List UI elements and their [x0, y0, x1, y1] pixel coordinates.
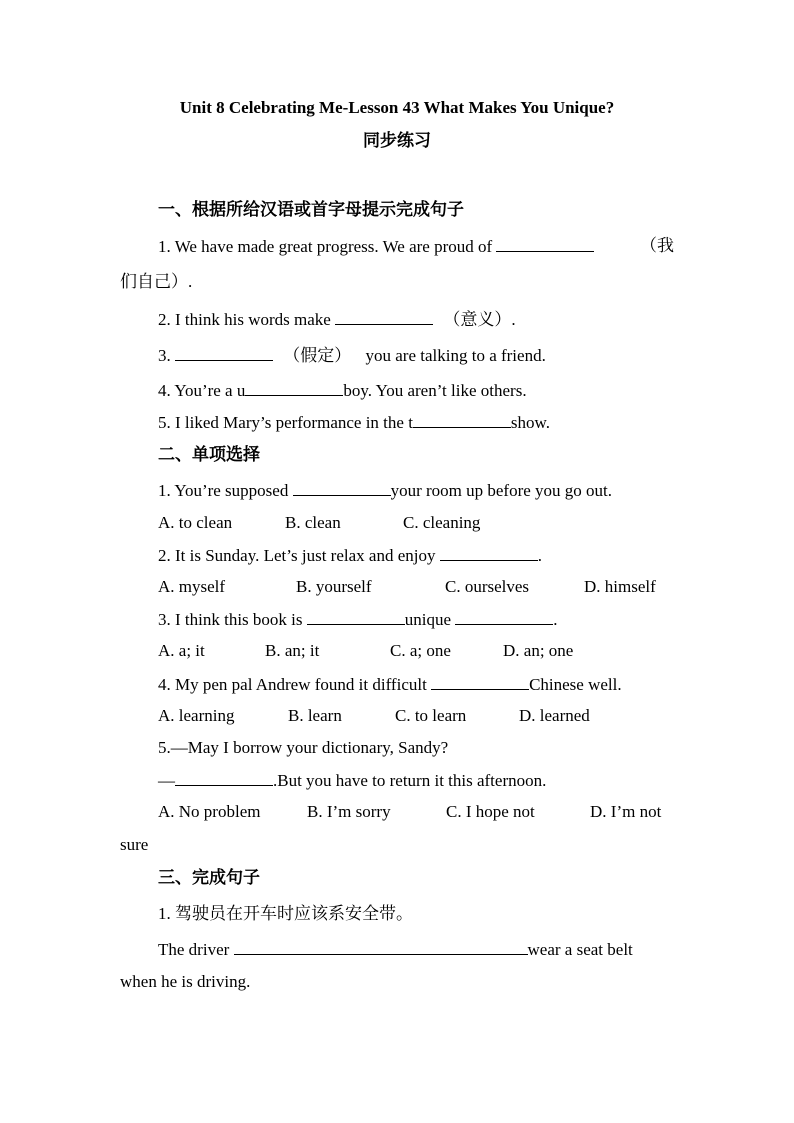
option-d[interactable]: D. an; one [503, 641, 574, 660]
option-d[interactable]: D. I’m not [590, 802, 662, 821]
option-b[interactable]: B. I’m sorry [307, 802, 391, 821]
s1-question-5 [158, 411, 550, 434]
s2-q5-dash: — [158, 771, 175, 790]
s2-question-5-reply [158, 769, 546, 792]
s1-q3-hint: （假定） [283, 346, 352, 365]
answer-blank[interactable] [496, 235, 594, 252]
s1-q3-text: you are talking to a friend. [365, 346, 546, 365]
option-a[interactable]: A. a; it [158, 641, 205, 660]
option-c[interactable]: C. cleaning [403, 513, 481, 532]
answer-blank[interactable] [234, 938, 528, 955]
s2-q2-text-a: 2. It is Sunday. Let’s just relax and enjoy [158, 546, 440, 565]
answer-blank[interactable] [440, 544, 538, 561]
answer-blank[interactable] [175, 344, 273, 361]
option-c[interactable]: C. ourselves [445, 577, 530, 596]
option-b[interactable]: B. clean [285, 513, 341, 532]
s3-q1-text-a: The driver [158, 940, 234, 959]
s1-q1-continued: 们自己）. [120, 272, 193, 291]
option-b[interactable]: B. yourself [296, 577, 372, 596]
answer-blank[interactable] [335, 308, 433, 325]
option-d-wrap: sure [120, 835, 149, 854]
s2-question-4 [158, 673, 622, 696]
option-c[interactable]: C. a; one [390, 641, 451, 660]
s1-question-1 [158, 235, 594, 258]
option-c[interactable]: C. I hope not [446, 802, 535, 821]
s2-question-2 [158, 544, 542, 567]
s1-q1-hint: （我 [640, 236, 674, 255]
s1-question-3 [158, 344, 546, 367]
option-a[interactable]: A. myself [158, 577, 226, 596]
section1-heading: 一、根据所给汉语或首字母提示完成句子 [158, 200, 464, 219]
s2-q3-text-a: 3. I think this book is [158, 610, 307, 629]
s2-q5-text-b: .But you have to return it this afternoon. [273, 771, 547, 790]
option-b[interactable]: B. learn [288, 706, 342, 725]
s1-q3-num: 3. [158, 346, 175, 365]
answer-blank[interactable] [175, 769, 273, 786]
s2-q2-text-b: . [537, 546, 542, 565]
option-a[interactable]: A. learning [158, 706, 235, 725]
s3-question-1-chinese: 1. 驾驶员在开车时应该系安全带。 [158, 904, 413, 923]
s1-q4-text-a: 4. You’re a u [158, 381, 246, 400]
s1-question-2 [158, 308, 516, 331]
s3-q1-text-b: wear a seat belt [527, 940, 633, 959]
page-title: Unit 8 Celebrating Me-Lesson 43 What Makes You Unique? [179, 98, 615, 117]
s2-question-3 [158, 608, 558, 631]
s3-question-1 [158, 938, 633, 961]
s2-q4-text-b: Chinese well. [529, 675, 622, 694]
s2-q3-text-mid: unique [404, 610, 456, 629]
s1-q5-text-b: show. [510, 413, 550, 432]
s2-q1-text-b: your room up before you go out. [390, 481, 613, 500]
s2-question-1 [158, 479, 612, 502]
option-a[interactable]: A. to clean [158, 513, 233, 532]
answer-blank[interactable] [431, 673, 529, 690]
option-d[interactable]: D. learned [519, 706, 590, 725]
option-a[interactable]: A. No problem [158, 802, 261, 821]
answer-blank[interactable] [293, 479, 391, 496]
s1-q2-text: 2. I think his words make [158, 310, 336, 329]
option-d[interactable]: D. himself [584, 577, 656, 596]
section2-heading: 二、单项选择 [158, 445, 260, 464]
answer-blank[interactable] [455, 608, 553, 625]
section3-heading: 三、完成句子 [158, 868, 260, 887]
answer-blank[interactable] [245, 379, 343, 396]
s2-q3-text-b: . [553, 610, 558, 629]
option-b[interactable]: B. an; it [265, 641, 320, 660]
s1-q1-text: 1. We have made great progress. We are proud of [158, 237, 497, 256]
s2-q4-text-a: 4. My pen pal Andrew found it difficult [158, 675, 432, 694]
s2-question-5: 5.—May I borrow your dictionary, Sandy? [158, 738, 449, 757]
s3-q1-continued: when he is driving. [120, 972, 251, 991]
page-subtitle: 同步练习 [363, 131, 431, 150]
answer-blank[interactable] [307, 608, 405, 625]
s1-question-4 [158, 379, 527, 402]
option-c[interactable]: C. to learn [395, 706, 467, 725]
s1-q4-text-b: boy. You aren’t like others. [343, 381, 527, 400]
s1-q2-hint: （意义）. [443, 310, 516, 329]
answer-blank[interactable] [413, 411, 511, 428]
s1-q5-text-a: 5. I liked Mary’s performance in the t [158, 413, 413, 432]
s2-q1-text-a: 1. You’re supposed [158, 481, 293, 500]
